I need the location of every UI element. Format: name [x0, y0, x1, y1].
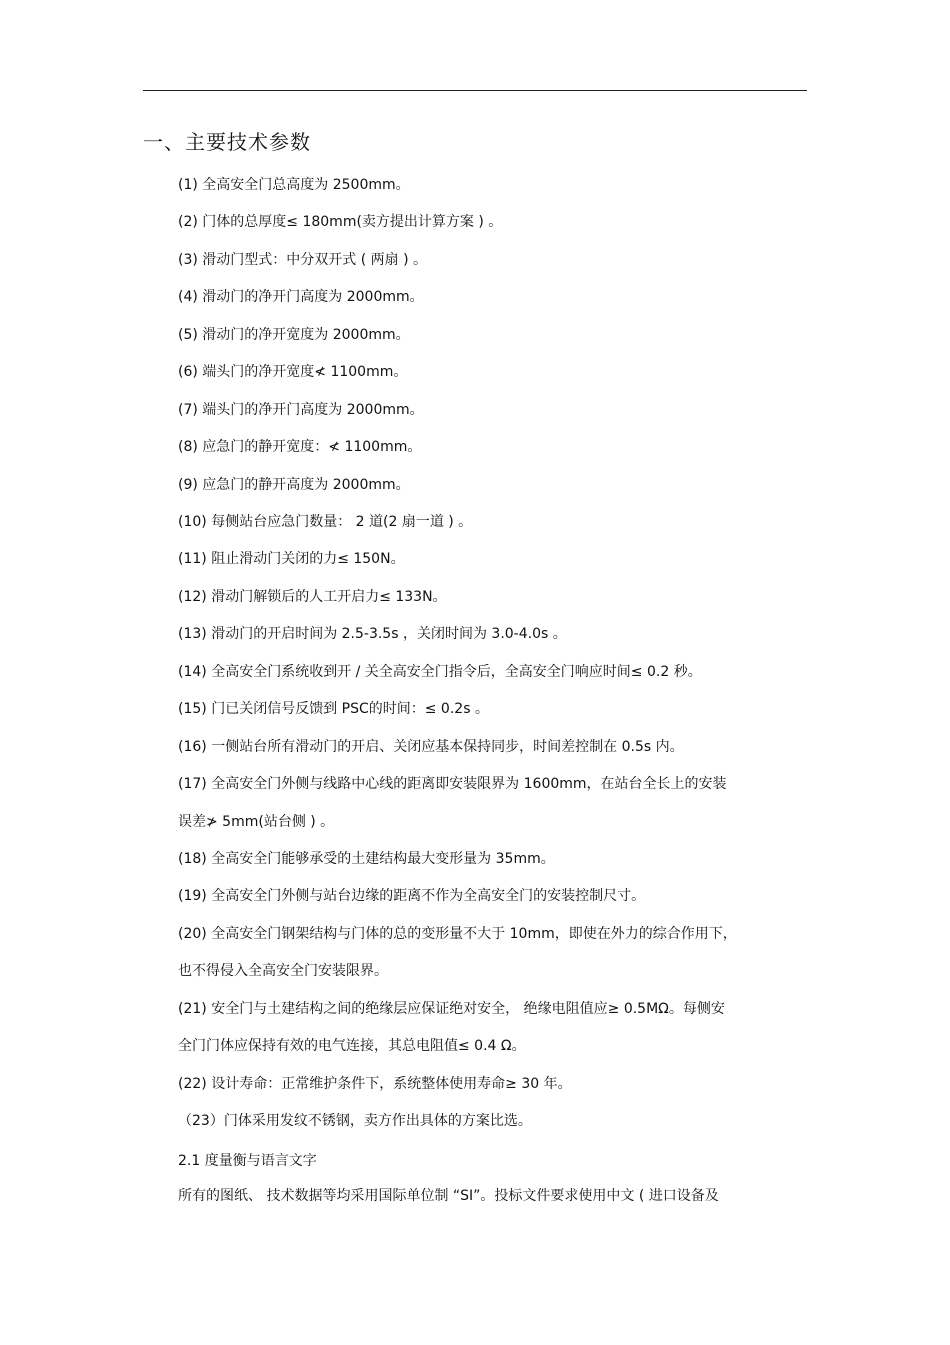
param-line-11: (11) 阻止滑动门关闭的力≤ 150N。 — [178, 551, 405, 567]
param-line-20-cont: 也不得侵入全高安全门安装限界。 — [178, 963, 388, 979]
param-line-1: (1) 全高安全门总高度为 2500mm。 — [178, 177, 410, 193]
param-line-20: (20) 全高安全门钢架结构与门体的总的变形量不大于 10mm，即使在外力的综合作用下， — [178, 926, 737, 942]
param-line-21-cont: 全门门体应保持有效的电气连接，其总电阻值≤ 0.4 Ω。 — [178, 1038, 526, 1054]
param-line-5: (5) 滑动门的净开宽度为 2000mm。 — [178, 327, 410, 343]
param-line-12: (12) 滑动门解锁后的人工开启力≤ 133N。 — [178, 589, 447, 605]
param-line-13: (13) 滑动门的开启时间为 2.5-3.5s ，关闭时间为 3.0-4.0s 。 — [178, 626, 567, 642]
param-line-19: (19) 全高安全门外侧与站台边缘的距离不作为全高安全门的安装控制尺寸。 — [178, 888, 646, 904]
param-line-23: （23）门体采用发纹不锈钢，卖方作出具体的方案比选。 — [178, 1113, 532, 1129]
param-line-16: (16) 一侧站台所有滑动门的开启、关闭应基本保持同步，时间差控制在 0.5s 内。 — [178, 739, 684, 755]
param-line-3: (3) 滑动门型式：中分双开式 ( 两扇 ) 。 — [178, 252, 428, 268]
param-line-17: (17) 全高安全门外侧与线路中心线的距离即安装限界为 1600mm，在站台全长上的安装 — [178, 776, 727, 792]
body-paragraph-line: 所有的图纸、 技术数据等均采用国际单位制 “SI”。投标文件要求使用中文 ( 进口设备及 — [178, 1188, 719, 1204]
param-line-9: (9) 应急门的静开高度为 2000mm。 — [178, 477, 410, 493]
param-line-8: (8) 应急门的静开宽度：≮ 1100mm。 — [178, 439, 422, 455]
param-line-22: (22) 设计寿命：正常维护条件下，系统整体使用寿命≥ 30 年。 — [178, 1076, 572, 1092]
param-line-7: (7) 端头门的净开门高度为 2000mm。 — [178, 402, 424, 418]
subsection-heading: 2.1 度量衡与语言文字 — [178, 1153, 317, 1169]
param-line-21: (21) 安全门与土建结构之间的绝缘层应保证绝对安全， 绝缘电阻值应≥ 0.5MΩ。每侧安 — [178, 1001, 725, 1017]
param-line-18: (18) 全高安全门能够承受的土建结构最大变形量为 35mm。 — [178, 851, 555, 867]
section-heading: 一、主要技术参数 — [143, 130, 311, 154]
top-rule — [143, 90, 807, 91]
param-line-2: (2) 门体的总厚度≤ 180mm(卖方提出计算方案 ) 。 — [178, 214, 503, 230]
param-line-17-cont: 误差≯ 5mm(站台侧 ) 。 — [178, 814, 335, 830]
param-line-6: (6) 端头门的净开宽度≮ 1100mm。 — [178, 364, 408, 380]
param-line-14: (14) 全高安全门系统收到开 / 关全高安全门指令后，全高安全门响应时间≤ 0.2 秒。 — [178, 664, 702, 680]
param-line-4: (4) 滑动门的净开门高度为 2000mm。 — [178, 289, 424, 305]
param-line-15: (15) 门已关闭信号反馈到 PSC的时间：≤ 0.2s 。 — [178, 701, 489, 717]
param-line-10: (10) 每侧站台应急门数量： 2 道(2 扇一道 ) 。 — [178, 514, 473, 530]
